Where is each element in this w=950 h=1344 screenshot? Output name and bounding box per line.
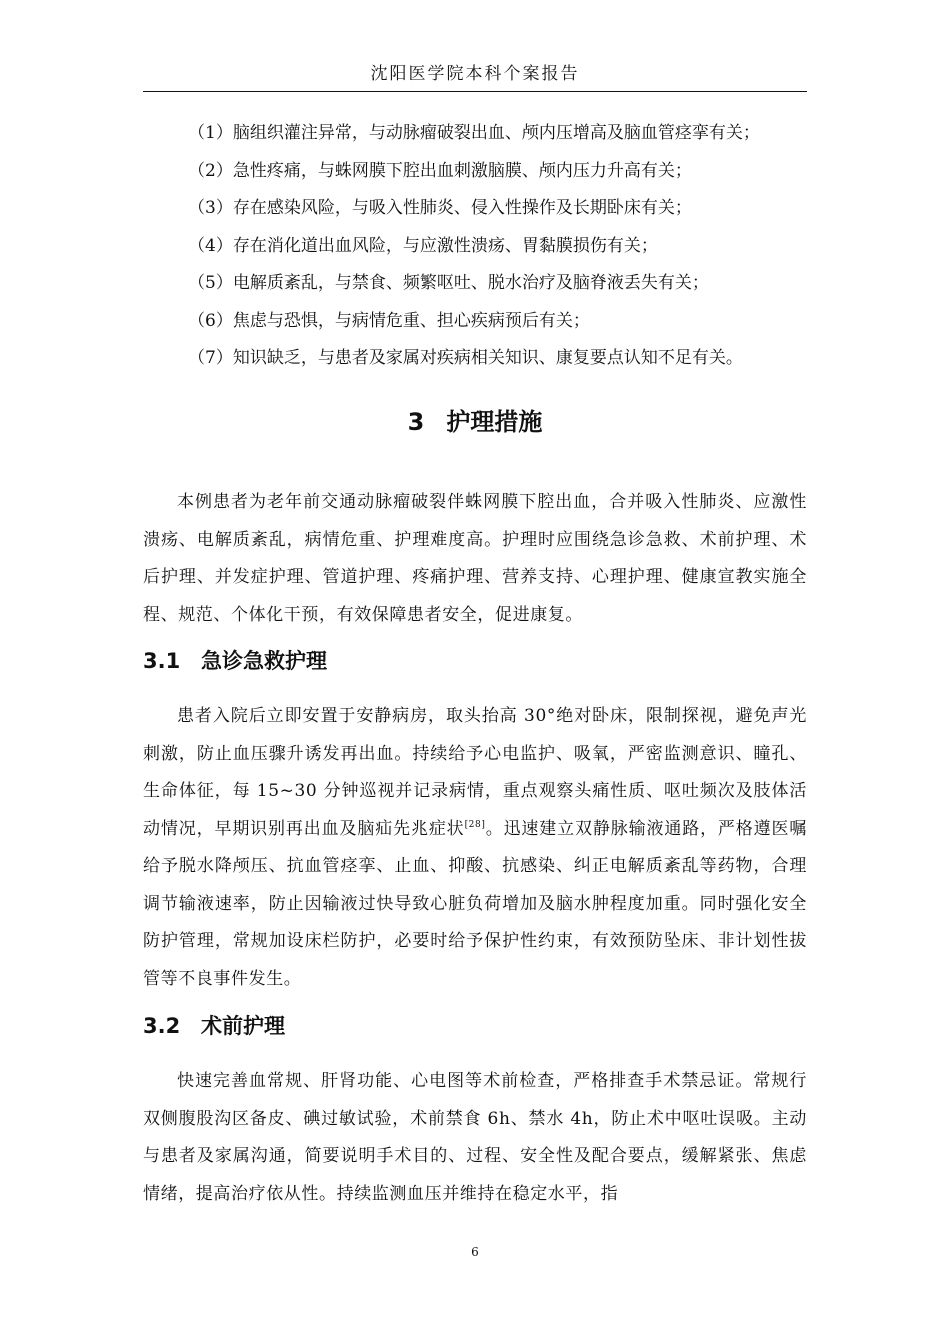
nursing-problem-list <box>188 115 818 378</box>
header-rule <box>143 91 807 92</box>
list-item: （5）电解质紊乱，与禁食、频繁呕吐、脱水治疗及脑脊液丢失有关； <box>188 273 709 293</box>
section-number: 3 <box>407 408 425 436</box>
list-item: （7）知识缺乏，与患者及家属对疾病相关知识、康复要点认知不足有关。 <box>188 348 743 368</box>
body-text: 患者入院后立即安置于安静病房，取头抬高 30°绝对卧床，限制探视，避免声光刺激，防止血压骤升诱发再出血。持续给予心电监护、吸氧，严密监测意识、瞳孔、生命体征，每 15~30 分钟巡视并记录病情，重点观察头痛性质、呕吐频次及肢体活动情况，早期识别再出血及脑疝先兆症状 <box>143 706 807 839</box>
section-title-text: 护理措施 <box>446 408 543 436</box>
list-item: （3）存在感染风险，与吸入性肺炎、侵入性操作及长期卧床有关； <box>188 198 692 218</box>
section-3-1-title <box>143 645 807 677</box>
list-item: （6）焦虑与恐惧，与病情危重、担心疾病预后有关； <box>188 310 590 331</box>
section-3-intro: 本例患者为老年前交通动脉瘤破裂伴蛛网膜下腔出血，合并吸入性肺炎、应激性溃疡、电解质紊乱，病情危重、护理难度高。护理时应围绕急诊急救、术前护理、术后护理、并发症护理、管道护理、疼痛护理、营养支持、心理护理、健康宣教实施全程、规范、个体化干预，有效保障患者安全，促进康复。 <box>143 492 807 625</box>
section-3-2-title <box>143 1010 807 1042</box>
subsection-number: 3.2 <box>143 1014 181 1038</box>
list-item: （2）急性疼痛，与蛛网膜下腔出血刺激脑膜、颅内压力升高有关； <box>188 160 692 181</box>
section-3-2-body: 快速完善血常规、肝肾功能、心电图等术前检查，严格排查手术禁忌证。常规行双侧腹股沟区备皮、碘过敏试验，术前禁食 6h、禁水 4h，防止术中呕吐误吸。主动与患者及家属沟通，简要说明手术目的、过程、安全性及配合要点，缓解紧张、焦虑情绪，提高治疗依从性。持续监测血压并维持在稳定水平，指 <box>143 1071 807 1204</box>
section-3-1-body <box>143 698 807 998</box>
citation-ref[interactable]: [28] <box>464 819 486 830</box>
section-3-title <box>143 404 807 440</box>
subsection-title-text: 急诊急救护理 <box>201 649 327 673</box>
list-item: （4）存在消化道出血风险，与应激性溃疡、胃黏膜损伤有关； <box>188 235 658 256</box>
subsection-number: 3.1 <box>143 649 181 673</box>
body-text-continued: 。迅速建立双静脉输液通路，严格遵医嘱给予脱水降颅压、抗血管痉挛、止血、抑酸、抗感染、纠正电解质紊乱等药物，合理调节输液速率，防止因输液过快导致心脏负荷增加及脑水肿程度加重。同时强化安全防护管理，常规加设床栏防护，必要时给予保护性约束，有效预防坠床、非计划性拔管等不良事件发生。 <box>143 818 807 989</box>
subsection-title-text: 术前护理 <box>201 1014 285 1038</box>
page-header: 沈阳医学院本科个案报告 <box>370 64 580 84</box>
page-number: 6 <box>471 1245 479 1259</box>
list-item: （1）脑组织灌注异常，与动脉瘤破裂出血、颅内压增高及脑血管痉挛有关； <box>188 123 760 143</box>
